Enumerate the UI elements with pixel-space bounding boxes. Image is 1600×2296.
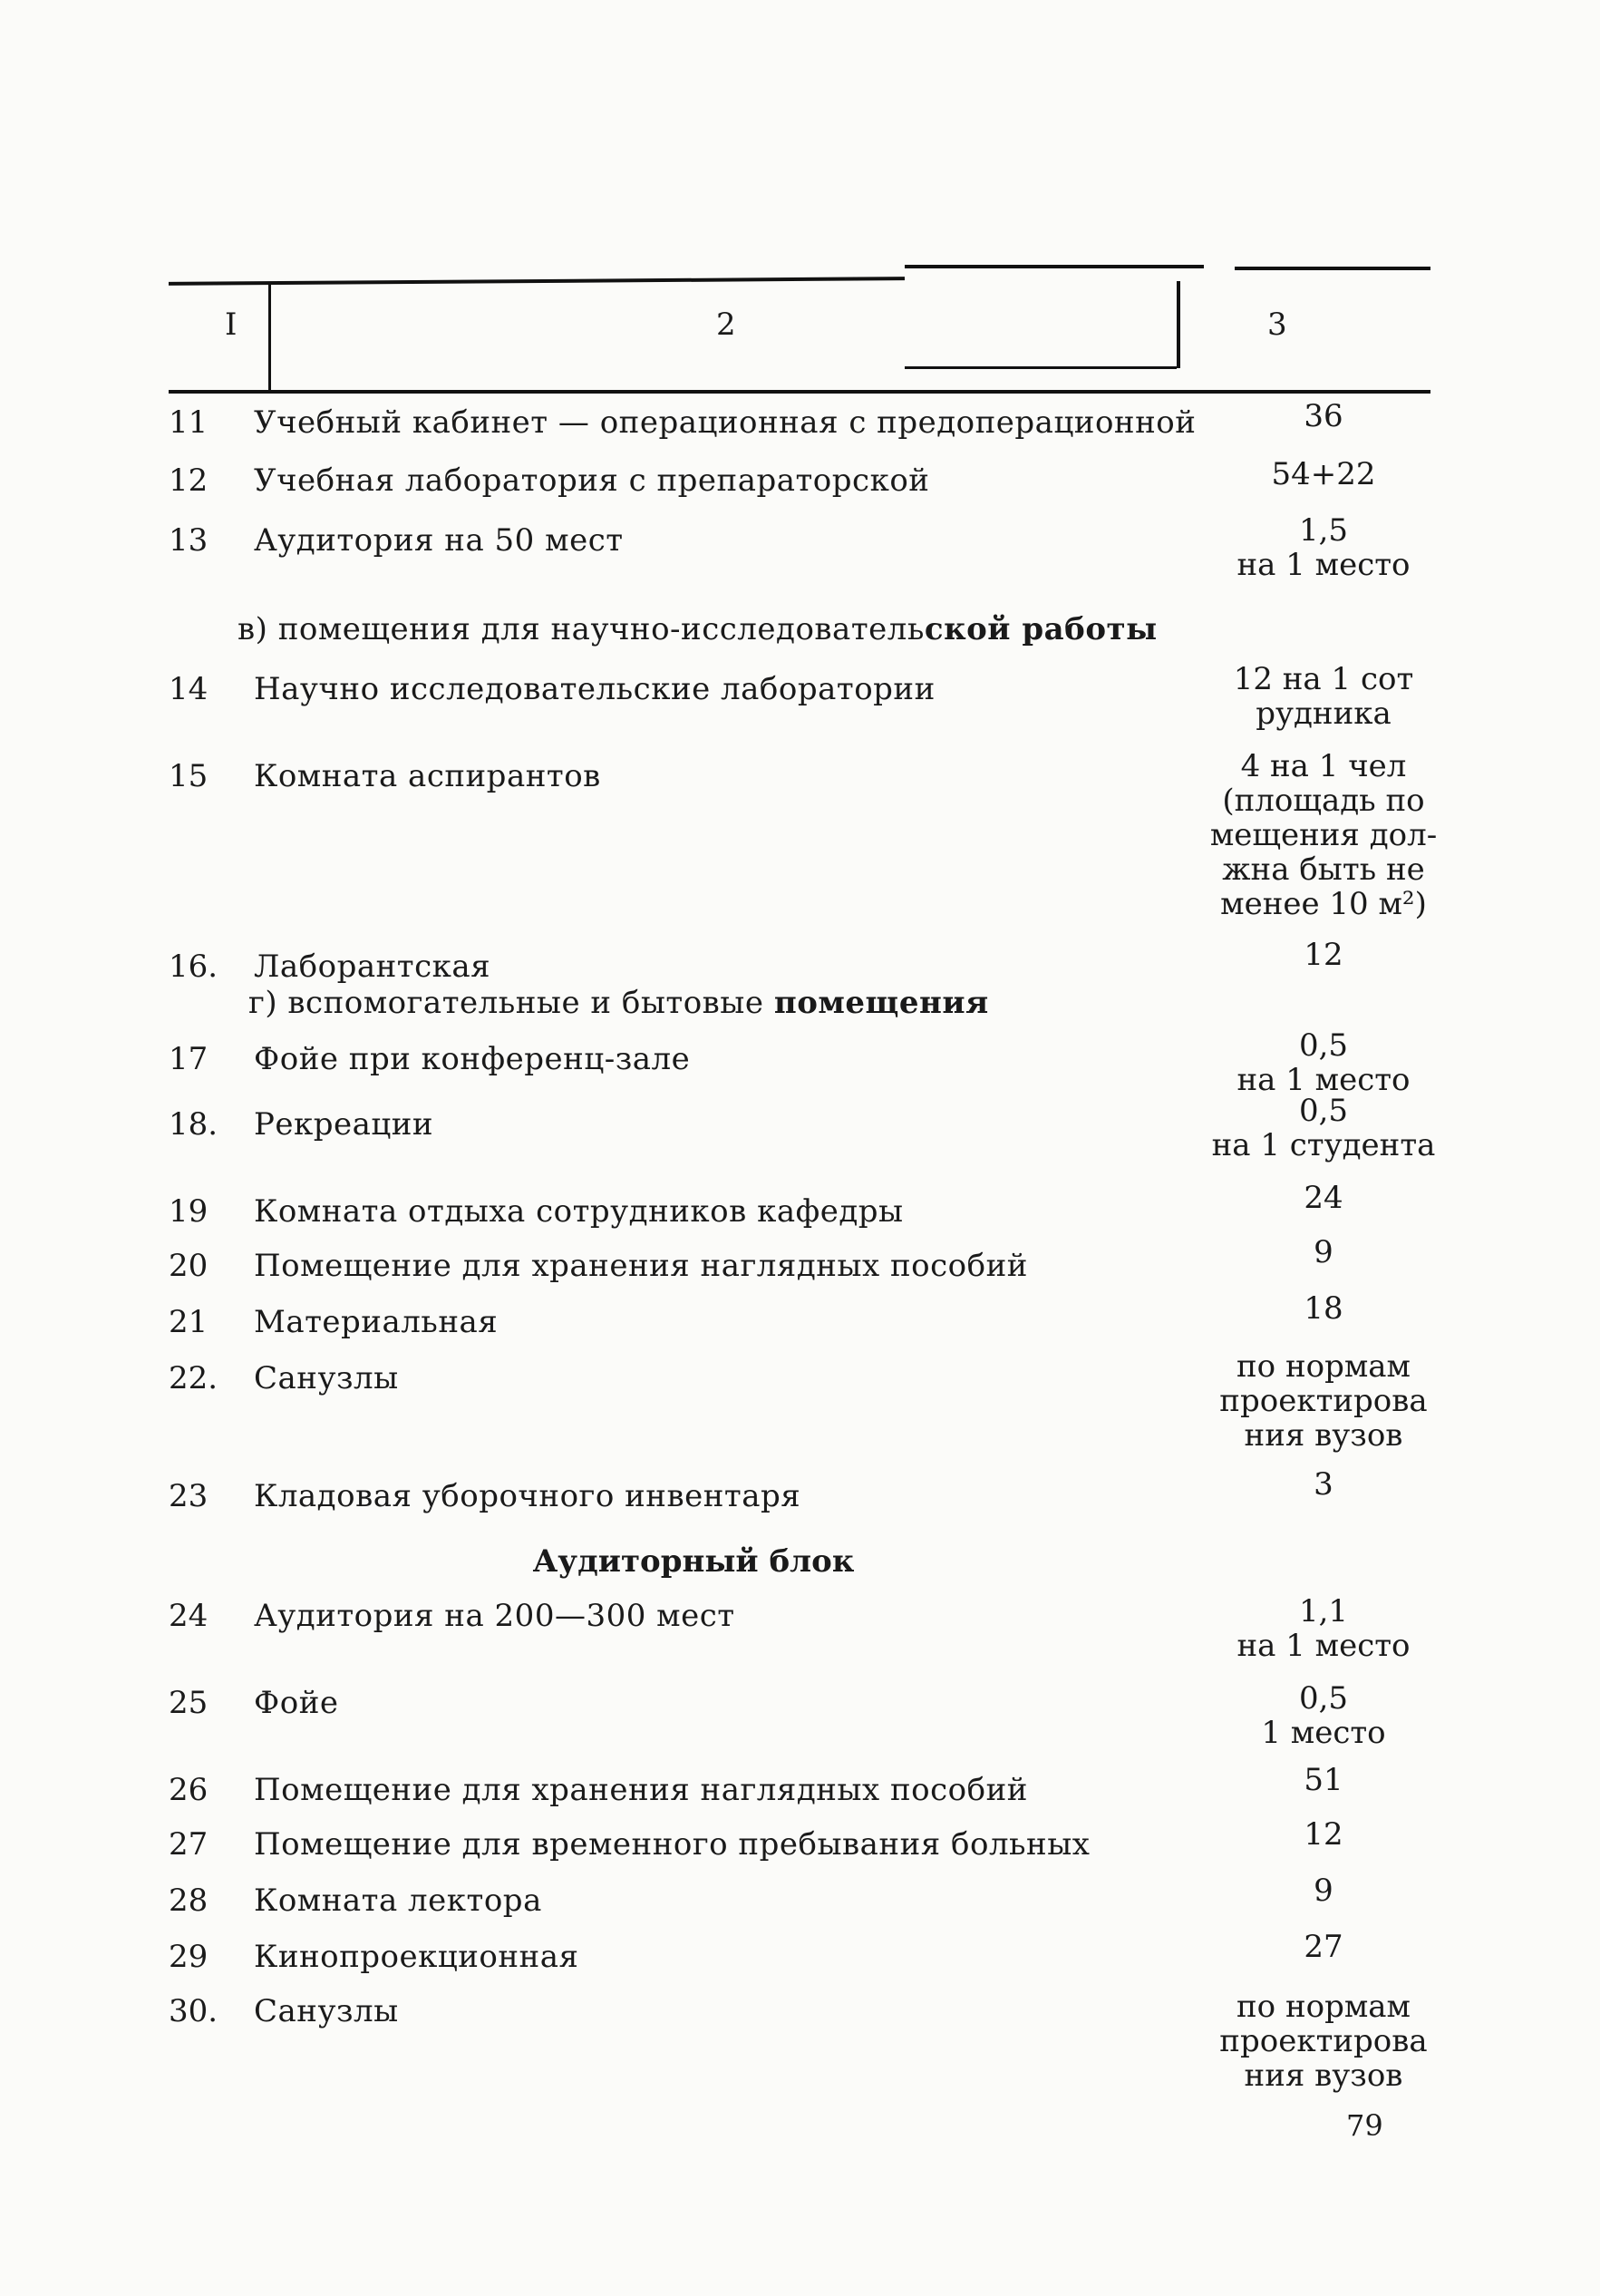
row-number: 24 [169,1598,208,1634]
row-value: 54+22 [1271,456,1376,492]
header-divider-1 [268,283,271,390]
row-name: Комната аспирантов [254,758,601,794]
row-number: 21 [169,1304,208,1340]
header-col-1: I [225,306,238,343]
header-divider-2 [1177,281,1180,368]
row-number: 19 [169,1193,208,1230]
row-name: Фойе [254,1685,339,1721]
row-name: Кинопроекционная [254,1939,579,1975]
row-number: 25 [169,1685,208,1721]
row-value: 36 [1304,398,1343,434]
row-name: Учебная лаборатория с препараторской [254,462,930,499]
row-name: Комната лектора [254,1883,542,1919]
row-value: 1,5 на 1 место [1236,512,1411,583]
header-bottom-rule [169,390,1430,394]
row-value: 3 [1314,1466,1333,1503]
row-name: Учебный кабинет — операционная с предоперационной [254,404,1197,441]
row-number: 18. [169,1106,218,1143]
row-name: Помещение для хранения наглядных пособий [254,1248,1028,1284]
header-col-2: 2 [716,306,736,343]
row-number: 14 [169,671,208,707]
row-value: 12 [1304,937,1343,973]
page-number: 79 [1346,2108,1383,2143]
row-number: 15 [169,758,208,794]
row-value: 18 [1304,1290,1343,1327]
subheading-auxiliary: г) вспомогательные и бытовые помещения [248,985,989,1021]
row-name: Аудитория на 200—300 мест [254,1598,735,1634]
row-name: Рекреации [254,1106,434,1143]
row-number: 17 [169,1041,208,1077]
row-number: 23 [169,1478,208,1514]
row-name: Аудитория на 50 мест [254,522,624,559]
row-number: 11 [169,404,208,441]
row-value: по нормам проектирова ния вузов [1219,1989,1428,2094]
row-value: 24 [1304,1180,1343,1216]
subheading-research: в) помещения для научно-исследовательской работы [238,611,1158,647]
header-mid-rule [905,366,1177,369]
row-number: 22. [169,1360,218,1396]
row-number: 12 [169,462,208,499]
row-value: 9 [1314,1873,1333,1909]
row-number: 20 [169,1248,208,1284]
row-name: Санузлы [254,1993,399,2029]
header-top-rule-far-right [1235,267,1430,270]
row-value: 0,5 1 место [1261,1680,1386,1751]
row-value: 0,5 на 1 студента [1211,1093,1436,1163]
row-name: Санузлы [254,1360,399,1396]
header-col-3: 3 [1267,306,1287,343]
row-number: 30. [169,1993,218,2029]
row-number: 13 [169,522,208,559]
row-name: Материальная [254,1304,499,1340]
header-top-rule [169,277,905,286]
row-name: Лаборантская [254,949,491,985]
row-value: 0,5 на 1 место [1236,1027,1411,1098]
row-name: Помещение для хранения наглядных пособий [254,1772,1028,1808]
row-name: Помещение для временного пребывания больных [254,1826,1091,1863]
row-number: 27 [169,1826,208,1863]
row-name: Научно исследовательские лаборатории [254,671,936,707]
row-name: Комната отдыха сотрудников кафедры [254,1193,904,1230]
section-title: Аудиторный блок [532,1543,855,1580]
row-number: 26 [169,1772,208,1808]
row-value: 12 на 1 сот рудника [1233,661,1414,732]
row-name: Кладовая уборочного инвентаря [254,1478,801,1514]
row-value: 9 [1314,1234,1333,1270]
row-value: 27 [1304,1929,1343,1965]
row-name: Фойе при конференц-зале [254,1041,691,1077]
row-value: 1,1 на 1 место [1236,1593,1411,1664]
row-number: 28 [169,1883,208,1919]
row-value: 51 [1304,1762,1343,1798]
row-number: 16. [169,949,218,985]
row-value: 4 на 1 чел (площадь по мещения дол- жна быть не менее 10 м²) [1209,748,1438,922]
row-value: по нормам проектирова ния вузов [1219,1348,1428,1454]
row-value: 12 [1304,1816,1343,1853]
row-number: 29 [169,1939,208,1975]
header-top-rule-right [905,265,1204,268]
